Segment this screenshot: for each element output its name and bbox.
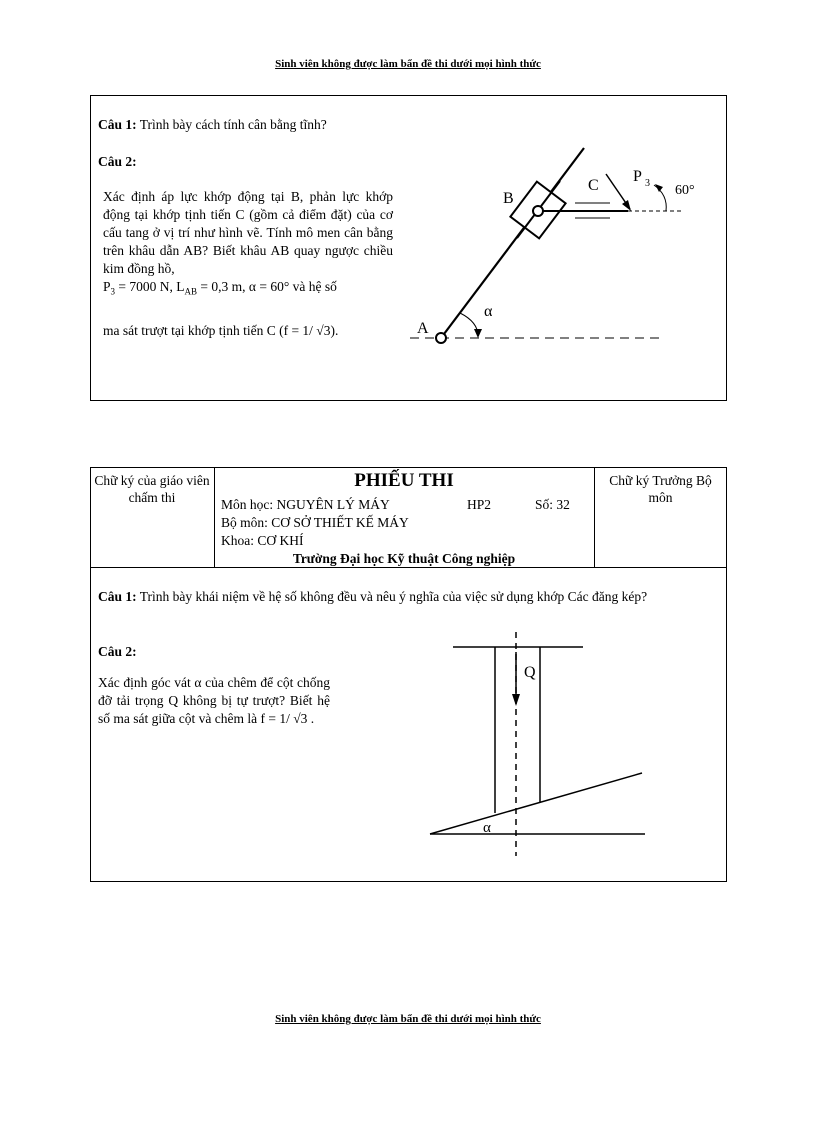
label-a: A	[417, 320, 429, 337]
exam2-q2-text: Xác định góc vát α của chêm để cột chống đỡ tải trọng Q không bị tự trượt? Biết hệ số ma sát giữa cột và chêm là f = 1/ √3 .	[98, 675, 330, 726]
header-title: PHIẾU THI	[354, 470, 454, 491]
exam1-q2-label: Câu 2:	[98, 154, 137, 169]
notice-bottom: Sinh viên không được làm bẩn đề thi dưới mọi hình thức	[275, 1013, 541, 1025]
exam2-q2-label: Câu 2:	[98, 644, 137, 659]
exam1-q1: Câu 1: Trình bày cách tính cân bằng tĩnh?	[98, 117, 327, 132]
wedge-slope	[430, 773, 642, 834]
header-number: Số: 32	[535, 497, 570, 512]
header-dept: Bộ môn: CƠ SỞ THIẾT KẾ MÁY	[221, 515, 409, 530]
label-alpha2: α	[483, 820, 491, 836]
label-angle-60: 60°	[675, 183, 695, 198]
header-left: Chữ ký của giáo viên chấm thi	[94, 473, 210, 505]
header-right: Chữ ký Trưởng Bộ môn	[609, 473, 712, 505]
exam2-q1: Câu 1: Trình bày khái niệm về hệ số không đều và nêu ý nghĩa của việc sử dụng khớp Các đăng kép?	[98, 589, 648, 604]
label-b: B	[503, 190, 514, 207]
exam1-q2-text: Xác định áp lực khớp động tại B, phản lực khớp động tại khớp tịnh tiến C (gồm cả điểm đặt) của cơ cấu tang ở vị trí như hình vẽ. Tính mô men cân bằng trên khâu dẫn AB? Biết khâu AB quay ngược chiều kim đồng hồ, $P_3 = 7000$ N, $L_{AB} = 0,3$ m, α = 60° và hệ số	[103, 189, 393, 297]
exam1-q2-line2: ma sát trượt tại khớp tịnh tiến C (f = 1/ √3).	[103, 323, 339, 338]
notice-top: Sinh viên không được làm bẩn đề thi dưới mọi hình thức	[275, 58, 541, 70]
load-q-head	[512, 694, 520, 706]
header-faculty: Khoa: CƠ KHÍ	[221, 533, 304, 548]
label-alpha: α	[484, 303, 493, 320]
label-q: Q	[524, 664, 536, 681]
header-school: Trường Đại học Kỹ thuật Công nghiệp	[292, 551, 516, 566]
label-p: P	[633, 168, 642, 185]
label-c: C	[588, 177, 599, 194]
header-subject: Môn học: NGUYÊN LÝ MÁY	[221, 497, 390, 512]
header-code: HP2	[467, 497, 492, 512]
label-p-sub: 3	[645, 178, 650, 189]
